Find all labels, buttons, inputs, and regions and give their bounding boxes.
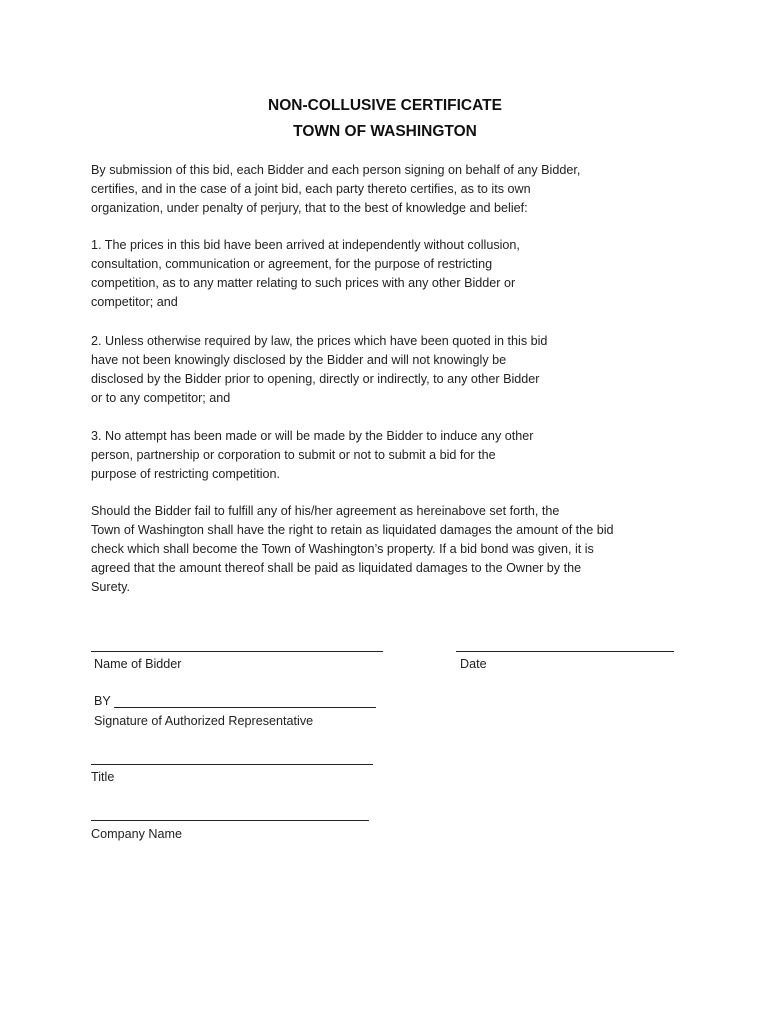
intro-paragraph — [91, 161, 580, 218]
date-label: Date — [460, 657, 487, 671]
company-name-label: Company Name — [91, 827, 182, 841]
signature-line[interactable] — [114, 707, 376, 708]
name-of-bidder-label: Name of Bidder — [94, 657, 182, 671]
clause-3-line: person, partnership or corporation to submit or not to submit a bid for the — [91, 448, 496, 462]
clause-2-line: 2. Unless otherwise required by law, the prices which have been quoted in this bid — [91, 334, 548, 348]
damages-line: Should the Bidder fail to fulfill any of his/her agreement as hereinabove set forth, the — [91, 504, 560, 518]
title-label: Title — [91, 770, 115, 784]
clause-1-line: competition, as to any matter relating to such prices with any other Bidder or — [91, 276, 516, 290]
damages-line: check which shall become the Town of Washington’s property. If a bid bond was given, it is — [91, 542, 594, 556]
clause-1-line: 1. The prices in this bid have been arrived at independently without collusion, — [91, 238, 520, 252]
intro-line: organization, under penalty of perjury, that to the best of knowledge and belief: — [91, 201, 528, 215]
clause-2-line: or to any competitor; and — [91, 391, 231, 405]
document-title: NON-COLLUSIVE CERTIFICATE — [268, 97, 502, 114]
intro-line: certifies, and in the case of a joint bid, each party thereto certifies, as to its own — [91, 182, 531, 196]
company-name-line[interactable] — [91, 820, 369, 821]
clause-1-line: competitor; and — [91, 295, 178, 309]
damages-line: Town of Washington shall have the right to retain as liquidated damages the amount of the bid — [91, 523, 614, 537]
signature-label: Signature of Authorized Representative — [94, 714, 314, 728]
damages-line: agreed that the amount thereof shall be paid as liquidated damages to the Owner by the — [91, 561, 582, 575]
clause-3-line: purpose of restricting competition. — [91, 467, 280, 481]
clause-3-paragraph — [91, 427, 533, 484]
date-line[interactable] — [456, 651, 674, 652]
damages-paragraph — [91, 502, 614, 597]
name-of-bidder-line[interactable] — [91, 651, 383, 652]
document-subtitle: TOWN OF WASHINGTON — [293, 123, 477, 140]
intro-line: By submission of this bid, each Bidder and each person signing on behalf of any Bidder, — [91, 163, 581, 177]
clause-1-paragraph — [91, 236, 520, 312]
clause-1-line: consultation, communication or agreement, for the purpose of restricting — [91, 257, 493, 271]
clause-2-line: have not been knowingly disclosed by the Bidder and will not knowingly be — [91, 353, 507, 367]
title-line[interactable] — [91, 764, 373, 765]
by-label: BY — [94, 694, 111, 708]
clause-3-line: 3. No attempt has been made or will be made by the Bidder to induce any other — [91, 429, 534, 443]
clause-2-line: disclosed by the Bidder prior to opening, directly or indirectly, to any other Bidder — [91, 372, 540, 386]
clause-2-paragraph — [91, 332, 547, 408]
damages-line: Surety. — [91, 580, 130, 594]
